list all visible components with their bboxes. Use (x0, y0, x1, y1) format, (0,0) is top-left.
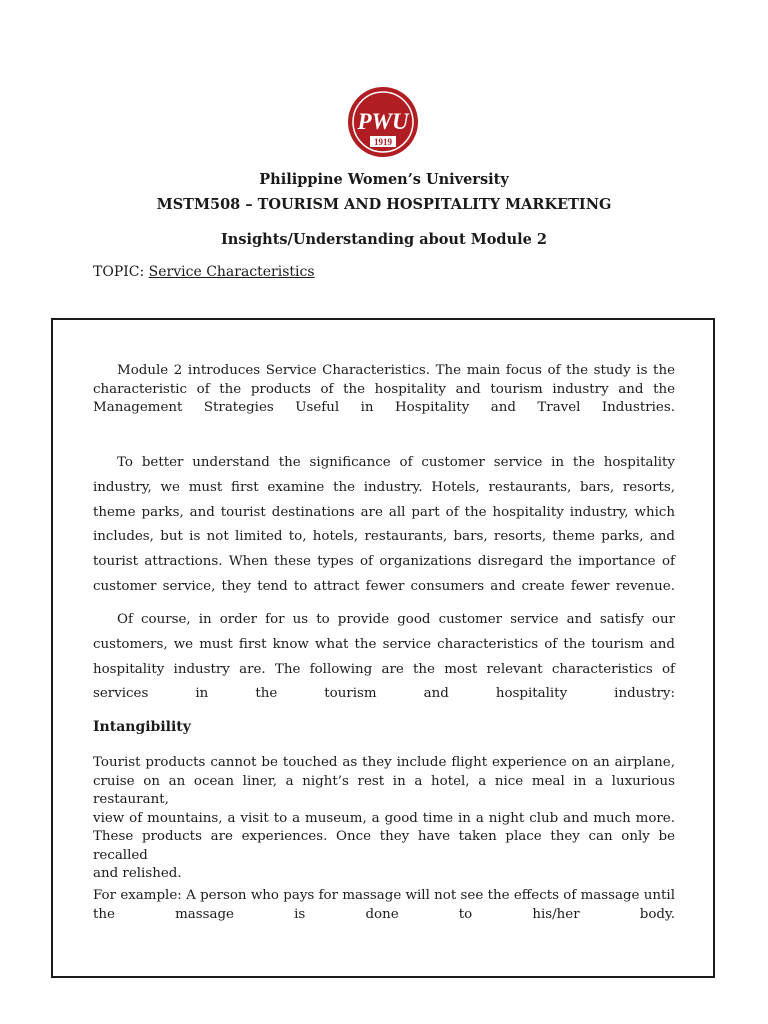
svg-text:PWU: PWU (357, 109, 409, 134)
university-seal-logo (347, 86, 419, 158)
body-paragraph-2: Of course, in order for us to provide good customer service and satisfy our customers, we must first know what the service characteristics of the tourism and hospitality industry are. The following are the most relevant characteristics of services in the tourism and hospitality industry: (93, 612, 675, 702)
section-heading-intangibility: Intangibility (93, 719, 191, 735)
topic-label: TOPIC (93, 264, 140, 280)
topic-value: Service Characteristics (148, 264, 315, 280)
intangibility-line: These products are experiences. Once they have taken place they can only be recalled (93, 829, 675, 863)
university-name: Philippine Women’s University (259, 171, 509, 188)
intangibility-line: view of mountains, a visit to a museum, a good time in a night club and much more. (93, 810, 675, 826)
intangibility-line: restaurant, (93, 792, 169, 807)
document-subtitle: Insights/Understanding about Module 2 (221, 231, 547, 248)
seal-year: 1919 (374, 137, 392, 147)
course-title: MSTM508 – TOURISM AND HOSPITALITY MARKETING (156, 196, 612, 213)
topic-line: TOPIC: Service Characteristics (93, 264, 315, 280)
example-paragraph: For example: A person who pays for massage will not see the effects of massage until the massage is done to his/her body. (93, 888, 675, 922)
intangibility-line: and relished. (93, 866, 182, 881)
intro-paragraph: Module 2 introduces Service Characteristics. The main focus of the study is the characteristic of the products of the hospitality and tourism industry and the Management Strategies Useful in Hospitality and Travel Industries. (93, 363, 675, 415)
intangibility-line: Tourist products cannot be touched as they include flight experience on an airplane, (93, 755, 675, 770)
body-paragraph-1: To better understand the significance of customer service in the hospitality industry, we must first examine the industry. Hotels, restaurants, bars, resorts, theme parks, and tourist destinations are all part of the hospitality industry, which includes, but is not limited to, hotels, restaurants, bars, resorts, theme parks, and tourist attractions. When these types of organizations disregard the importance of customer service, they tend to attract fewer consumers and create fewer revenue. (93, 455, 675, 594)
intangibility-line: cruise on an ocean liner, a night’s rest in a hotel, a nice meal in a luxurious (93, 773, 675, 789)
intangibility-paragraph (93, 754, 675, 884)
